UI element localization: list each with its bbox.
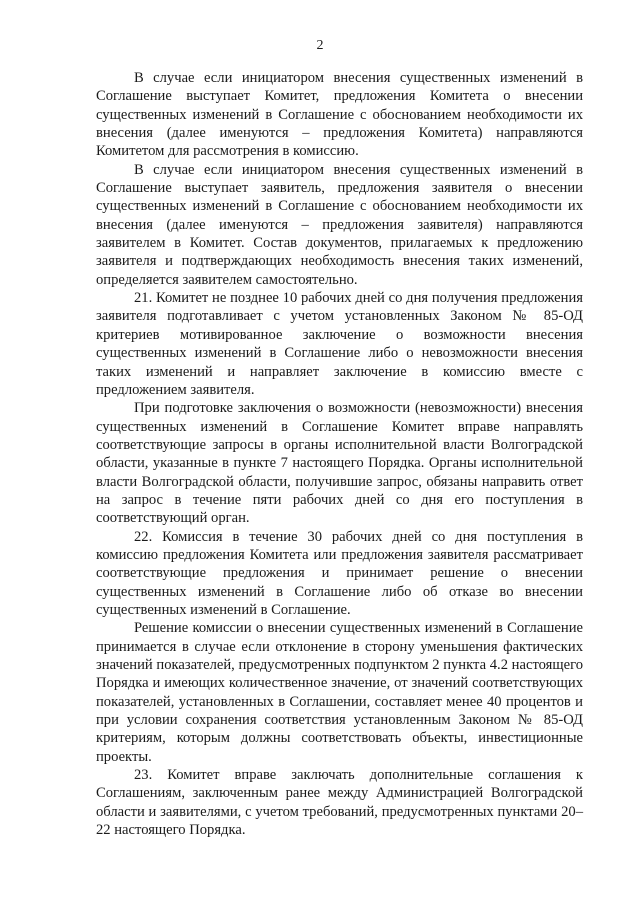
- paragraph-conclusion-requests: При подготовке заключения о возможности (невозможности) внесения существенных изменений в Соглашение Комитет вправе направлять соответствующие запросы в органы исполнительной власти Волгоградской области, указанные в пункте 7 настоящего Порядка. Органы исполнительной власти Волгоградской области, получившие запрос, обязаны направить ответ на запрос в течение пяти рабочих дней со дня его поступления в соответствующий орган.: [96, 400, 583, 527]
- page-number: 2: [316, 38, 324, 53]
- paragraph-item-21: 21. Комитет не позднее 10 рабочих дней со дня получения предложения заявителя подготавливает с учетом установленных Законом № 85-ОД критериев мотивированное заключение о возможности внесения существенных изменений в Соглашение либо о невозможности внесения таких изменений и направляет заключение в комиссию вместе с предложением заявителя.: [96, 290, 583, 398]
- paragraph-applicant-initiator: В случае если инициатором внесения существенных изменений в Соглашение выступает заявитель, предложения заявителя о внесении существенных изменений в Соглашение с обоснованием необходимости их внесения (далее именуются – предложения заявителя) направляются заявителем в Комитет. Состав документов, прилагаемых к предложению заявителя и подтверждающих необходимость внесения таких изменений, определяется заявителем самостоятельно.: [96, 161, 583, 288]
- paragraph-item-23: 23. Комитет вправе заключать дополнительные соглашения к Соглашениям, заключенным ранее между Администрацией Волгоградской области и заявителями, с учетом требований, предусмотренных пунктами 20–22 настоящего Порядка.: [96, 767, 583, 839]
- paragraph-committee-initiator: В случае если инициатором внесения существенных изменений в Соглашение выступает Комитет, предложения Комитета о внесении существенных изменений в Соглашение с обоснованием необходимости их внесения (далее именуются – предложения Комитета) направляются Комитетом для рассмотрения в комиссию.: [96, 70, 583, 160]
- document-body: [96, 69, 583, 839]
- paragraph-item-22: 22. Комиссия в течение 30 рабочих дней со дня поступления в комиссию предложения Комитета или предложения заявителя рассматривает соответствующие предложения и принимает решение о внесении существенных изменений в Соглашение либо об отказе во внесении существенных изменений в Соглашение.: [96, 528, 583, 618]
- paragraph-commission-decision: Решение комиссии о внесении существенных изменений в Соглашение принимается в случае если отклонение в сторону уменьшения фактических значений показателей, предусмотренных подпунктом 2 пункта 4.2 настоящего Порядка и имеющих количественное значение, от значений соответствующих показателей, установленных в Соглашении, составляет менее 40 процентов и при условии сохранения соответствия установленным Законом № 85-ОД критериям, которым должны соответствовать объекты, инвестиционные проекты.: [96, 620, 583, 765]
